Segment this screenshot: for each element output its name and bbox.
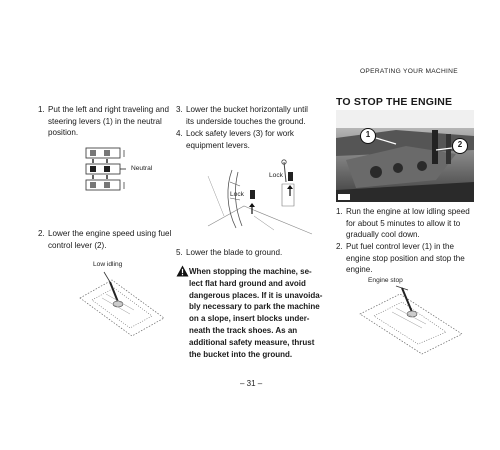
step-line: its underside touches the ground. <box>186 116 306 126</box>
step-line: Lower the engine speed using fuel <box>48 229 172 238</box>
warning-icon <box>176 265 189 277</box>
cab-photo <box>336 110 474 202</box>
warning-line: dangerous places. If it is unavoida- <box>189 290 323 300</box>
warning-line: When stopping the machine, se- <box>189 267 312 276</box>
step-line: Put fuel control lever (1) in the <box>346 242 454 251</box>
neutral-label: Neutral <box>131 165 153 172</box>
step-line: Lower the bucket horizontally until <box>186 105 308 114</box>
section-title: TO STOP THE ENGINE <box>336 96 453 108</box>
step-line: engine stop position and stop the <box>346 253 465 263</box>
step-line: control lever (2). <box>48 240 107 250</box>
step-line: Run the engine at low idling speed <box>346 207 470 216</box>
step-number: 3. <box>176 105 183 114</box>
warning-line: the bucket into the ground. <box>189 349 293 359</box>
low-idling-label: Low idling <box>93 261 123 268</box>
step-number: 2. <box>38 229 45 238</box>
step-line: for about 5 minutes to allow it to <box>346 218 461 228</box>
lock-label-right: Lock <box>269 172 283 179</box>
step-number: 4. <box>176 129 183 138</box>
warning-block <box>189 266 337 360</box>
warning-line: bly necessary to park the machine <box>189 302 320 312</box>
step-line: engine. <box>346 265 373 275</box>
step-line: steering levers (1) in the neutral <box>48 116 162 126</box>
lock-label-left: Lock <box>230 191 244 198</box>
step-line: gradually cool down. <box>346 230 420 240</box>
fuel-lever-low-idling-figure <box>72 268 172 338</box>
step-number: 2. <box>336 242 343 251</box>
running-header: OPERATING YOUR MACHINE <box>360 68 458 75</box>
photo-callout-2: 2 <box>457 140 463 149</box>
step-line: Lock safety levers (3) for work <box>186 129 294 138</box>
engine-stop-label: Engine stop <box>368 277 403 284</box>
step-line: Put the left and right traveling and <box>48 105 170 114</box>
fuel-lever-engine-stop-figure <box>356 282 466 354</box>
warning-line: neath the track shoes. As an <box>189 325 298 335</box>
step-number: 5. <box>176 248 183 257</box>
step-line: position. <box>48 128 79 138</box>
page-number: – 31 – <box>240 379 263 388</box>
photo-callout-1: 1 <box>365 130 371 139</box>
warning-line: additional safety measure, thrust <box>189 337 315 347</box>
step-number: 1. <box>336 207 343 216</box>
step-number: 1. <box>38 105 45 114</box>
step-line: Lower the blade to ground. <box>186 248 283 257</box>
safety-lock-levers-figure <box>204 156 316 242</box>
step-line: equipment levers. <box>186 140 250 150</box>
warning-line: lect flat hard ground and avoid <box>189 278 306 288</box>
warning-line: on a slope, insert blocks under- <box>189 314 310 324</box>
